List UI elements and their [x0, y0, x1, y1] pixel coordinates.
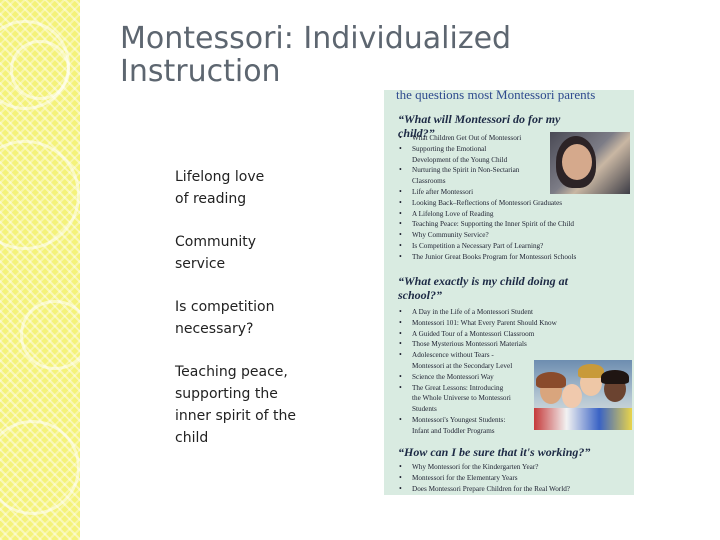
slide-title	[120, 22, 600, 88]
document-image	[384, 90, 634, 495]
doc-list-item: • Why Community Service?	[396, 230, 596, 241]
slide-title-line-2: Instruction	[120, 54, 281, 89]
doc-list-item: • Why Montessori for the Kindergarten Year?	[396, 462, 596, 473]
doc-list-item: • Montessori for the Elementary Years	[396, 473, 596, 484]
doc-list-item: • A Day in the Life of a Montessori Student	[396, 307, 596, 318]
doc-header: the questions most Montessori parents	[396, 90, 596, 102]
bullet-reading: Lifelong love of reading	[175, 169, 265, 207]
doc-list-item: • The Junior Great Books Program for Montessori Schools	[396, 252, 596, 263]
doc-list-item: • The Great Lessons: Introducing the Whole Universe to Montessori Students	[396, 383, 596, 415]
doc-section-list-3	[396, 462, 596, 494]
doc-list-item: • Life after Montessori	[396, 187, 596, 198]
bullet-community-service: Community service	[175, 234, 257, 272]
doc-list-item: • A Guided Tour of a Montessori Classroom	[396, 329, 596, 340]
decorative-side-strip	[0, 0, 80, 540]
doc-section-heading-2: “What exactly is my child doing at school?”	[398, 274, 568, 302]
doc-list-item: • Looking Back–Reflections of Montessori Graduates	[396, 198, 596, 209]
doc-list-item: • Those Mysterious Montessori Materials	[396, 339, 596, 350]
doc-list-item: • Montessori 101: What Every Parent Should Know	[396, 318, 596, 329]
doc-list-item: • Science the Montessori Way	[396, 372, 596, 383]
doc-section-heading-1: “What will Montessori do for my child?”	[398, 112, 561, 140]
doc-list-item: • Nurturing the Spirit in Non-Sectarian Classrooms	[396, 165, 596, 187]
doc-list-item: • Is Competition a Necessary Part of Learning?	[396, 241, 596, 252]
doc-list-item: • Montessori's Youngest Students: Infant and Toddler Programs	[396, 415, 596, 437]
bullet-teaching-peace: Teaching peace, supporting the inner spirit of the child	[175, 364, 297, 446]
doc-list-item: • Teaching Peace: Supporting the Inner Spirit of the Child	[396, 219, 596, 230]
student-photo	[550, 132, 630, 194]
children-group-photo	[534, 360, 632, 430]
slide-title-line-1: Montessori: Individualized	[120, 21, 512, 56]
doc-list-item: • Adolescence without Tears - Montessori at the Secondary Level	[396, 350, 596, 372]
bullet-competition: Is competition necessary?	[175, 299, 275, 337]
doc-list-item: • Supporting the Emotional Development of the Young Child	[396, 144, 596, 166]
bullet-list	[175, 166, 375, 470]
doc-list-item: • What Children Get Out of Montessori	[396, 133, 596, 144]
doc-list-item: • A Lifelong Love of Reading	[396, 209, 596, 220]
doc-section-heading-3: “How can I be sure that it's working?”	[398, 445, 591, 459]
doc-list-item: • Does Montessori Prepare Children for the Real World?	[396, 484, 596, 495]
